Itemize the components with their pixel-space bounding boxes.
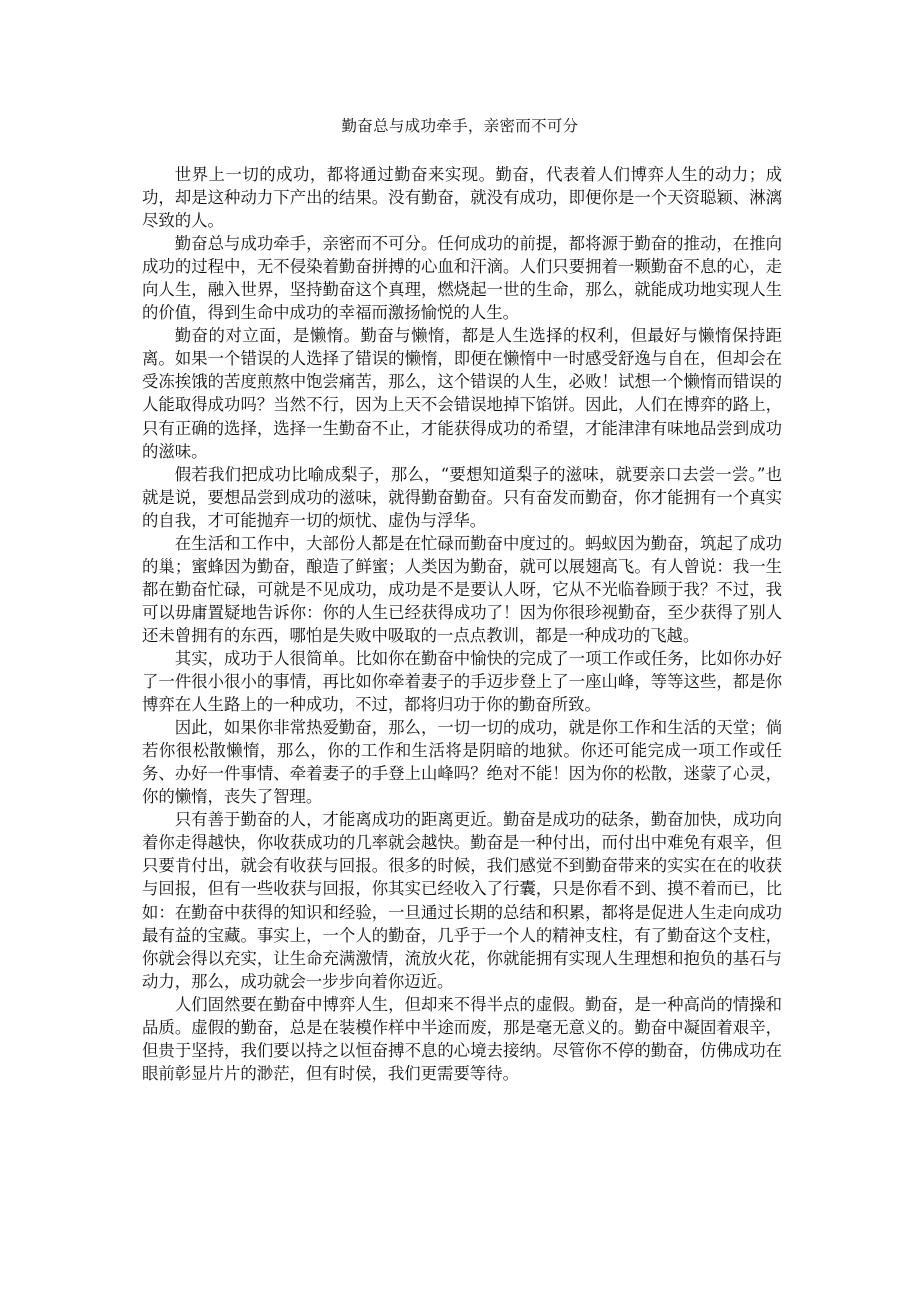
paragraph: 勤奋总与成功牵手，亲密而不可分。任何成功的前提，都将源于勤奋的推动，在推向成功的过程中，无不侵染着勤奋拼搏的心血和汗滴。人们只要拥着一颗勤奋不息的心，走向人生，融入世界，坚持勤奋这个真理，燃烧起一世的生命，那么，就能成功地实现人生的价值，得到生命中成功的幸福而激扬愉悦的人生。	[142, 234, 782, 323]
paragraph: 只有善于勤奋的人，才能离成功的距离更近。勤奋是成功的砝条，勤奋加快，成功向着你走得越快，你收获成功的几率就会越快。勤奋是一种付出，而付出中难免有艰辛，但只要肯付出，就会有收获与回报。很多的时候，我们感觉不到勤奋带来的实实在在的收获与回报，但有一些收获与回报，你其实已经收入了行囊，只是你看不到、摸不着而已，比如：在勤奋中获得的知识和经验，一旦通过长期的总结和积累，都将是促进人生走向成功最有益的宝藏。事实上，一个人的勤奋，几乎于一个人的精神支柱，有了勤奋这个支柱，你就会得以充实，让生命充满激情，流放火花，你就能拥有实现人生理想和抱负的基石与动力，那么，成功就会一步步向着你迈近。	[142, 810, 782, 991]
paragraph: 因此，如果你非常热爱勤奋，那么，一切一切的成功，就是你工作和生活的天堂；倘若你很松散懒惰，那么，你的工作和生活将是阴暗的地狱。你还可能完成一项工作或任务、办好一件事情、牵着妻子的手登上山峰吗？绝对不能！因为你的松散，迷蒙了心灵，你的懒惰，丧失了智理。	[142, 718, 782, 807]
paragraph: 假若我们把成功比喻成梨子，那么，“要想知道梨子的滋味，就要亲口去尝一尝。”也就是说，要想品尝到成功的滋味，就得勤奋勤奋。只有奋发而勤奋，你才能拥有一个真实的自我，才可能抛弃一切的烦忧、虚伪与浮华。	[142, 464, 782, 530]
paragraph: 世界上一切的成功，都将通过勤奋来实现。勤奋，代表着人们博弈人生的动力；成功，却是这种动力下产出的结果。没有勤奋，就没有成功，即便你是一个天资聪颖、淋漓尽致的人。	[142, 165, 782, 231]
paragraph: 在生活和工作中，大部份人都是在忙碌而勤奋中度过的。蚂蚁因为勤奋，筑起了成功的巢；蜜蜂因为勤奋，酿造了鲜蜜；人类因为勤奋，就可以展翅高飞。有人曾说：我一生都在勤奋忙碌，可就是不见成功，成功是不是要认人呀，它从不光临眷顾于我？不过，我可以毋庸置疑地告诉你：你的人生已经获得成功了！因为你很珍视勤奋，至少获得了别人还未曾拥有的东西，哪怕是失败中吸取的一点点教训，都是一种成功的飞越。	[142, 533, 782, 645]
paragraph: 其实，成功于人很简单。比如你在勤奋中愉快的完成了一项工作或任务，比如你办好了一件很小很小的事情，再比如你牵着妻子的手迈步登上了一座山峰，等等这些，都是你博弈在人生路上的一种成功，不过，都将归功于你的勤奋所致。	[142, 648, 782, 715]
paragraph: 勤奋的对立面，是懒惰。勤奋与懒惰，都是人生选择的权利，但最好与懒惰保持距离。如果一个错误的人选择了错误的懒惰，即便在懒惰中一时感受舒逸与自在，但却会在受冻挨饿的苦度煎熬中饱尝痛苦，那么，这个错误的人生，必败！试想一个懒惰而错误的人能取得成功吗？当然不行，因为上天不会错误地掉下馅饼。因此，人们在博弈的路上，只有正确的选择，选择一生勤奋不止，才能获得成功的希望，才能津津有味地品尝到成功的滋味。	[142, 326, 782, 461]
paragraph: 人们固然要在勤奋中博弈人生，但却来不得半点的虚假。勤奋，是一种高尚的情操和品质。虚假的勤奋，总是在装模作样中半途而废，那是毫无意义的。勤奋中凝固着艰辛，但贵于坚持，我们要以持之以恒奋搏不息的心境去接纳。尽管你不停的勤奋，仿佛成功在眼前彰显片片的渺茫，但有时侯，我们更需要等待。	[142, 994, 782, 1083]
document-title: 勤奋总与成功牵手，亲密而不可分	[341, 117, 579, 135]
document-body	[142, 163, 782, 1085]
